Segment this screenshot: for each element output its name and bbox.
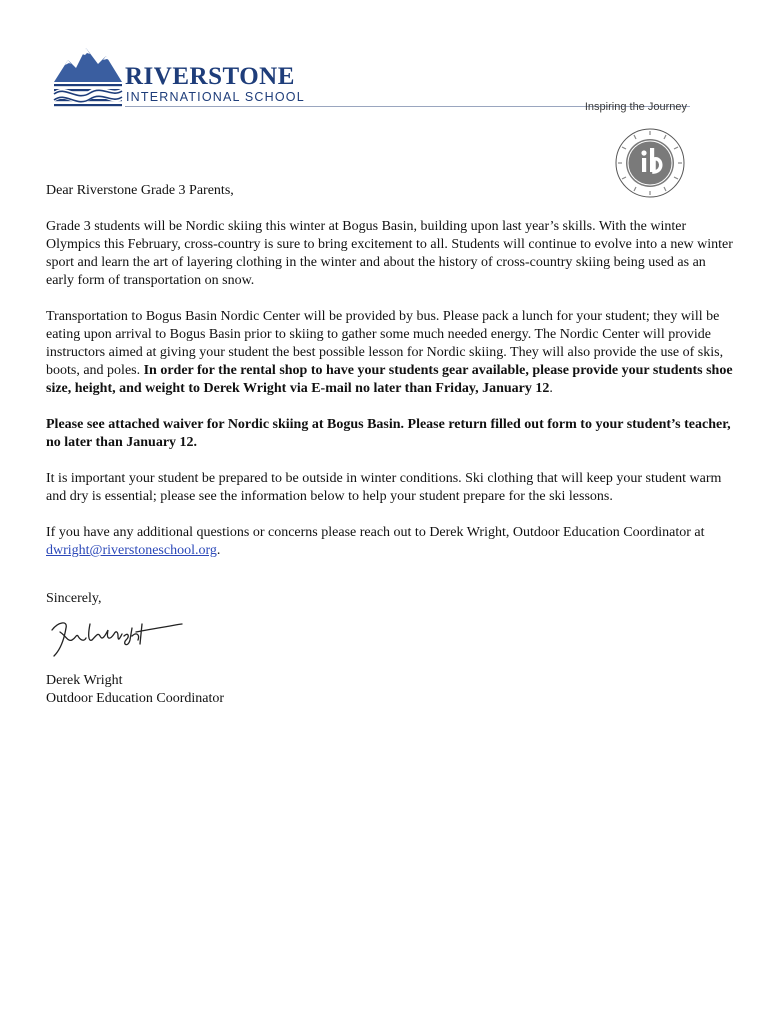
signer-title: Outdoor Education Coordinator	[46, 691, 225, 706]
rental-gear-request: In order for the rental shop to have your students gear available, please provide your students shoe size, height, and weight to Derek Wright via E-mail no later than Friday, January 12	[46, 363, 733, 396]
transportation-end: .	[549, 381, 553, 396]
paragraph-intro: Grade 3 students will be Nordic skiing this winter at Bogus Basin, building upon last year’s skills. With the winter Olympics this February, cross-country is sure to bring excitement to all. Students will continue to evolve into a new winter sport and learn the art of layering clothing in the winter and about the history of cross-country skiing being used as an early form of transportation on snow.	[46, 219, 733, 288]
paragraph-contact	[46, 524, 736, 560]
salutation: Dear Riverstone Grade 3 Parents,	[46, 183, 234, 198]
mountain-river-logo-icon	[52, 42, 124, 110]
letter-body	[46, 182, 736, 708]
handwritten-signature-icon	[46, 614, 186, 660]
signature-block	[46, 672, 736, 708]
signer-name: Derek Wright	[46, 673, 123, 688]
school-subtitle: INTERNATIONAL SCHOOL	[126, 90, 305, 104]
paragraph-waiver: Please see attached waiver for Nordic skiing at Bogus Basin. Please return filled out form to your student’s teacher, no later than January 12.	[46, 417, 731, 450]
contact-text: If you have any additional questions or concerns please reach out to Derek Wright, Outdoor Education Coordinator at	[46, 525, 705, 540]
email-link[interactable]: dwright@riverstoneschool.org	[46, 543, 217, 558]
school-name: RIVERSTONE	[125, 63, 295, 90]
paragraph-clothing: It is important your student be prepared to be outside in winter conditions. Ski clothing that will keep your student warm and dry is essential; please see the information below to help your student prepare for the ski lessons.	[46, 471, 722, 504]
school-tagline: Inspiring the Journey	[584, 101, 687, 113]
closing: Sincerely,	[46, 591, 102, 606]
paragraph-transportation	[46, 308, 736, 398]
contact-end: .	[216, 543, 221, 558]
transportation-text: Transportation to Bogus Basin Nordic Center will be provided by bus. Please pack a lunch for your student; they will be eating upon arrival to Bogus Basin prior to skiing to gather some much needed energy. The Nordic Center will provide instructors aimed at giving your student the best possible lesson for Nordic skiing. They will also provide the use of skis, boots, and poles.	[46, 309, 724, 378]
